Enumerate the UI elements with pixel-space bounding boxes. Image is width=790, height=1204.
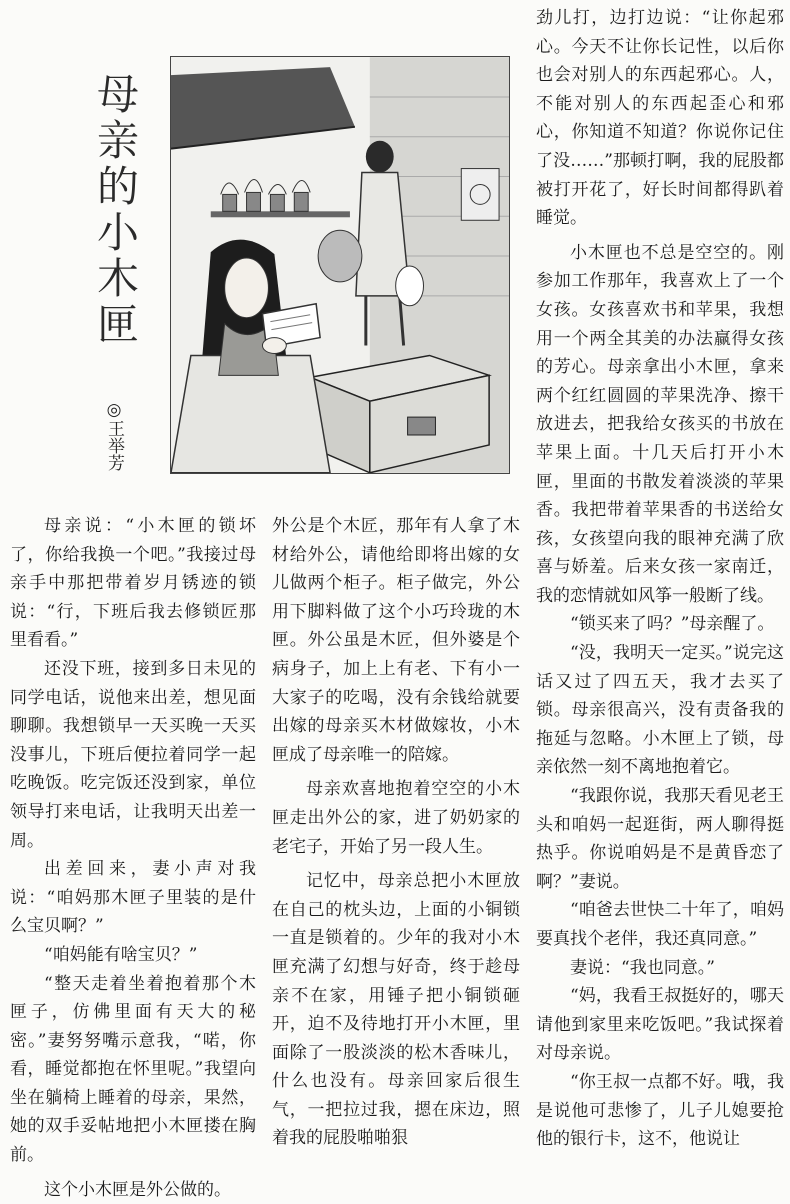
- text-column-1: [10, 512, 256, 1204]
- paragraph: “你王叔一点都不好。哦，我是说他可悲惨了，儿子儿媳要抢他的银行卡，这不，他说让: [536, 1071, 784, 1150]
- article-author: ◎王举芳: [104, 400, 124, 471]
- paragraph: “没，我明天一定买。”说完这话又过了四五天，我才去买了锁。母亲很高兴，没有责备我的拖延与忽略。小木匣上了锁，母亲依然一刻不离地抱着它。: [536, 643, 784, 778]
- paragraph: 小木匣也不总是空空的。刚参加工作那年，我喜欢上了一个女孩。女孩喜欢书和苹果，我想用一个两全其美的办法赢得女孩的芳心。母亲拿出小木匣，拿来两个红红圆圆的苹果洗净、擦干放进去，把我给女孩买的书放在苹果上面。十几天后打开小木匣，里面的书散发着淡淡的苹果香。我把带着苹果香的书送给女孩，女孩望向我的眼神充满了欣喜与娇羞。后来女孩一家南迁，我的恋情就如风筝一般断了线。: [536, 242, 784, 606]
- paragraph: 劲儿打，边打边说：“让你起邪心。今天不让你长记性，以后你也会对别人的东西起邪心。人，不能对别人的东西起歪心和邪心，你知道不知道？你说你记住了没……”那顿打啊，我的屁股都被打开花了，好长时间都得趴着睡觉。: [536, 8, 784, 229]
- text-column-3: [536, 4, 784, 1154]
- paragraph: 还没下班，接到多日未见的同学电话，说他来出差，想见面聊聊。我想锁早一天买晚一天买没事儿，下班后便拉着同学一起吃晚饭。吃完饭还没到家，单位领导打来电话，让我明天出差一周。: [10, 658, 256, 851]
- paragraph: 母亲欢喜地抱着空空的小木匣走出外公的家，进了奶奶家的老宅子，开始了另一段人生。: [272, 779, 520, 857]
- paragraph: 记忆中，母亲总把小木匣放在自己的枕头边，上面的小铜锁一直是锁着的。少年的我对小木匣充满了幻想与好奇，终于趁母亲不在家，用锤子把小铜锁砸开，迫不及待地打开小木匣，里面除了一股淡淡的松木香味儿，什么也没有。母亲回家后很生气，一把拉过我，摁在床边，照着我的屁股啪啪狠: [272, 871, 520, 1149]
- paragraph: 外公是个木匠，那年有人拿了木材给外公，请他给即将出嫁的女儿做两个柜子。柜子做完，外公用下脚料做了这个小巧玲珑的木匣。外公虽是木匠，但外婆是个病身子，加上上有老、下有小一大家子的吃喝，没有余钱给就要出嫁的母亲买木材做嫁妆，小木匣成了母亲唯一的陪嫁。: [272, 516, 520, 765]
- paragraph: 这个小木匣是外公做的。: [44, 1179, 231, 1200]
- illustration-image: [170, 56, 510, 474]
- paragraph: “咱爸去世快二十年了，咱妈要真找个老伴，我还真同意。”: [536, 900, 784, 949]
- paragraph: 母亲说：“小木匣的锁坏了，你给我换一个吧。”我接过母亲手中那把带着岁月锈迹的锁说：“行，下班后我去修锁匠那里看看。”: [10, 516, 256, 651]
- paragraph: 妻说：“我也同意。”: [570, 957, 715, 978]
- paragraph: “锁买来了吗？”母亲醒了。: [570, 614, 775, 635]
- article-title: 母亲的小木匣: [91, 72, 140, 348]
- paragraph: “咱妈能有啥宝贝？”: [44, 944, 198, 965]
- paragraph: “整天走着坐着抱着那个木匣子，仿佛里面有天大的秘密。”妻努努嘴示意我，“喏，你看，睡觉都抱在怀里呢。”我望向坐在躺椅上睡着的母亲，果然，她的双手妥帖地把小木匣搂在胸前。: [10, 973, 256, 1166]
- paragraph: “我跟你说，我那天看见老王头和咱妈一起逛街，两人聊得挺热乎。你说咱妈是不是黄昏恋了啊？”妻说。: [536, 786, 784, 892]
- paragraph: “妈，我看王叔挺好的，哪天请他到家里来吃饭吧。”我试探着对母亲说。: [536, 986, 784, 1064]
- text-column-2: [272, 512, 520, 1153]
- paragraph: 出差回来，妻小声对我说：“咱妈那木匣子里装的是什么宝贝啊？”: [10, 859, 256, 937]
